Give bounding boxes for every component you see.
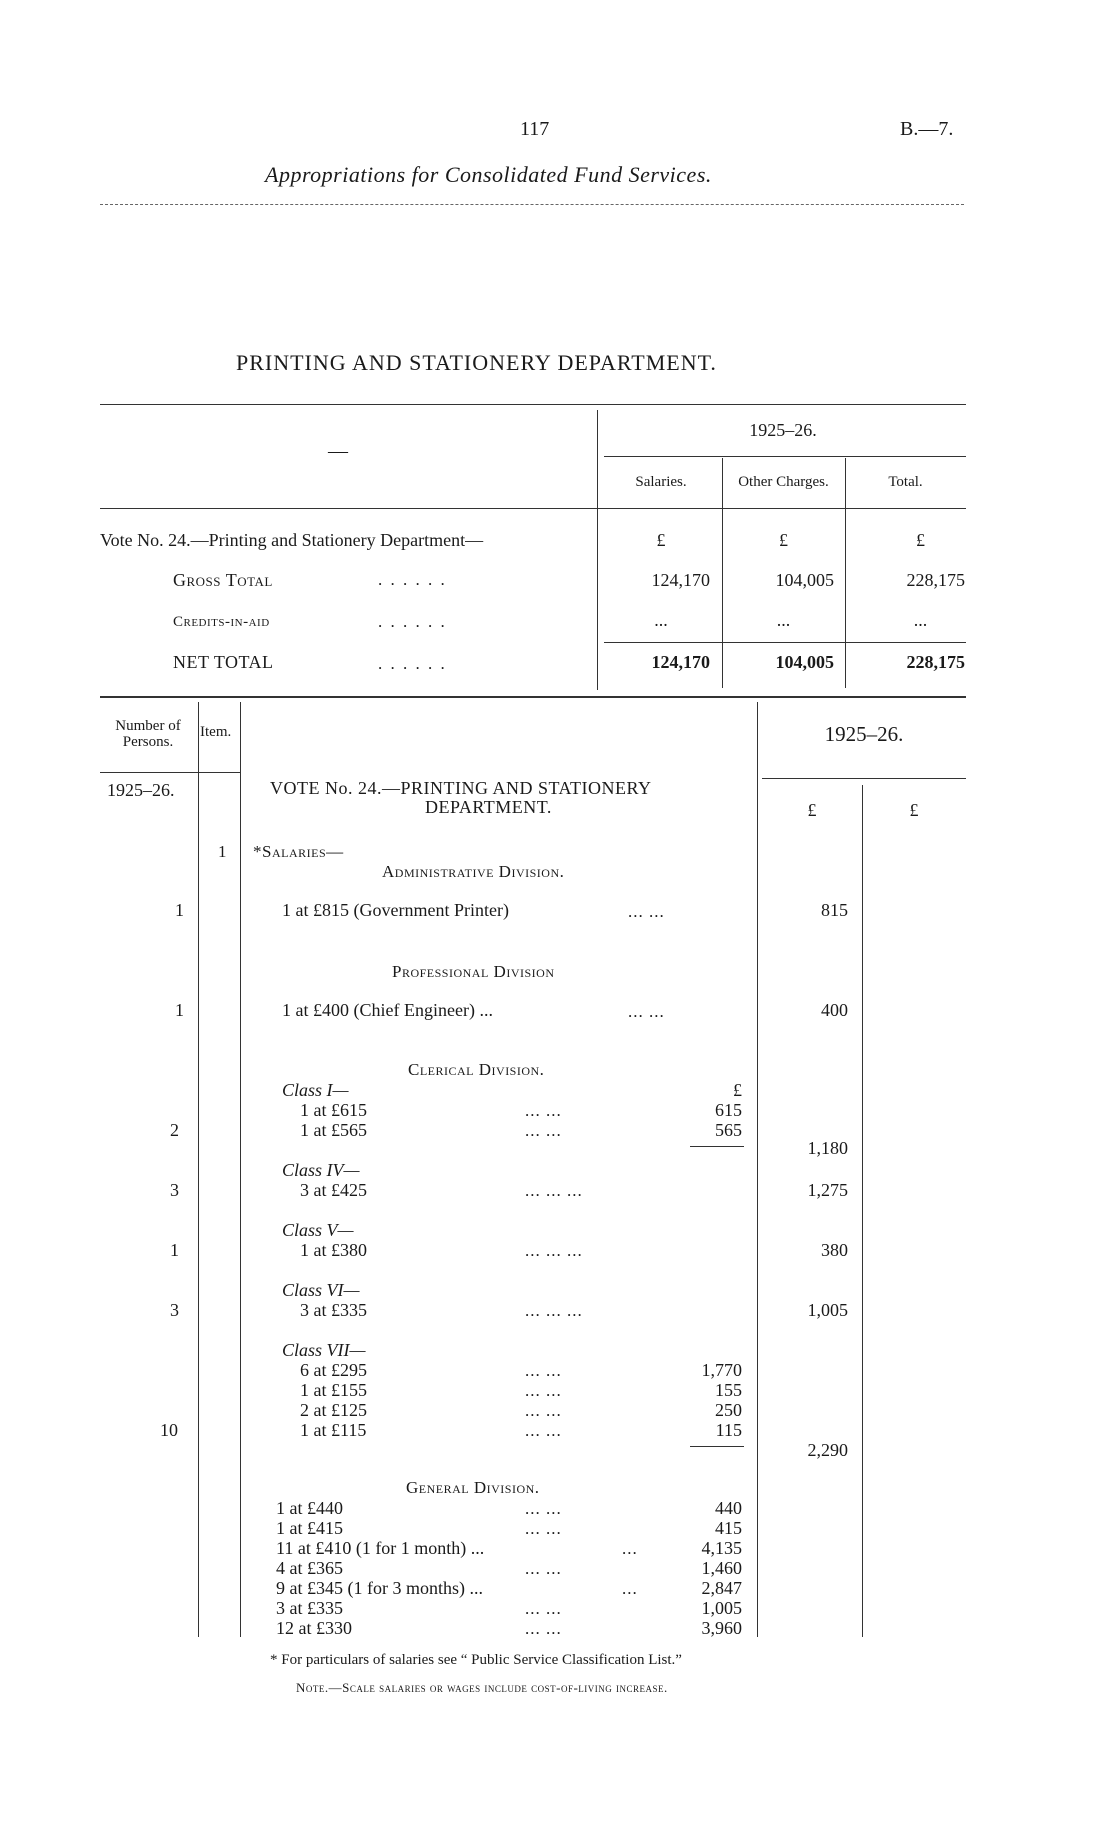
sub-row-description: 1 at £380 [300, 1240, 367, 1260]
leader-dots: ... ... [525, 1519, 562, 1538]
row-label: NET TOTAL [173, 652, 274, 672]
class-label: Class VII— [282, 1340, 366, 1360]
class-label: Class I— [282, 1080, 349, 1100]
class-label: Class VI— [282, 1280, 360, 1300]
leader-dots: ... ... [525, 1421, 562, 1440]
sub-row-description: 1 at £565 [300, 1120, 367, 1140]
sub-row-description: 1 at £440 [276, 1498, 343, 1518]
total-column-header: Total. [888, 474, 923, 490]
leader-dots: ... [622, 1579, 638, 1598]
leader-dots: ... ... [525, 1401, 562, 1420]
salaries-value: 124,170 [651, 570, 710, 590]
sub-row-description: 2 at £125 [300, 1400, 367, 1420]
leader-dots: . . . . . . [378, 612, 447, 631]
persons-count: 3 [170, 1180, 179, 1200]
sub-row-value: 1,005 [701, 1598, 742, 1618]
pound-sign: £ [733, 1080, 742, 1100]
header-rule [100, 204, 964, 205]
summary-dash: — [328, 440, 348, 462]
leader-dots: . . . . . . [378, 654, 447, 673]
leader-dots: ... ... ... [525, 1181, 583, 1200]
item-number: 1 [218, 842, 227, 861]
row-amount: 400 [821, 1000, 848, 1020]
leader-dots: ... ... [525, 1499, 562, 1518]
sub-row-value: 1,770 [701, 1360, 742, 1380]
row-description: 1 at £400 (Chief Engineer) ... [282, 1000, 493, 1020]
leader-dots: ... [622, 1539, 638, 1558]
other-charges-value: ... [776, 610, 791, 630]
professional-division-heading: Professional Division [392, 962, 555, 981]
sub-row-value: 1,460 [701, 1558, 742, 1578]
summary-year-header: 1925–26. [749, 420, 817, 440]
sub-row-value: 440 [715, 1498, 742, 1518]
amount-year-header: 1925–26. [824, 722, 904, 746]
sub-row-value: 415 [715, 1518, 742, 1538]
item-column-header: Item. [200, 724, 232, 740]
leader-dots: ... ... ... [525, 1301, 583, 1320]
sub-row-value: 2,847 [701, 1578, 742, 1598]
class-label: Class IV— [282, 1160, 360, 1180]
persons-count: 3 [170, 1300, 179, 1320]
sub-row-description: 3 at £335 [276, 1598, 343, 1618]
sub-row-description: 4 at £365 [276, 1558, 343, 1578]
persons-column-header: Number of Persons. [115, 718, 181, 750]
class-total: 1,005 [807, 1300, 848, 1320]
persons-count: 1 [175, 900, 184, 920]
salaries-value: 124,170 [651, 652, 710, 672]
leader-dots: ... ... [628, 902, 665, 921]
administrative-division-heading: Administrative Division. [382, 862, 565, 881]
total-value: 228,175 [906, 570, 965, 590]
sub-row-description: 1 at £155 [300, 1380, 367, 1400]
sub-row-description: 1 at £615 [300, 1100, 367, 1120]
class-total: 380 [821, 1240, 848, 1260]
sub-row-value: 3,960 [701, 1618, 742, 1638]
document-reference: B.—7. [900, 118, 954, 140]
row-label: Credits-in-aid [173, 614, 270, 630]
pound-sign: £ [656, 530, 666, 550]
leader-dots: ... ... ... [525, 1241, 583, 1260]
vote-title-line-1: VOTE No. 24.—PRINTING AND STATIONERY [270, 778, 652, 798]
sub-row-value: 615 [715, 1100, 742, 1120]
sub-row-description: 11 at £410 (1 for 1 month) ... [276, 1538, 485, 1558]
scale-salaries-note: Note.—Scale salaries or wages include cost-of-living increase. [296, 1680, 668, 1695]
sub-row-value: 250 [715, 1400, 742, 1420]
salaries-value: ... [654, 610, 668, 630]
salaries-column-header: Salaries. [635, 474, 687, 490]
sub-row-value: 565 [715, 1120, 742, 1140]
leader-dots: ... ... [525, 1599, 562, 1618]
sub-row-description: 1 at £115 [300, 1420, 367, 1440]
row-amount: 815 [821, 900, 848, 920]
sub-row-description: 12 at £330 [276, 1618, 352, 1638]
total-value: 228,175 [906, 652, 965, 672]
persons-count: 1 [170, 1240, 179, 1260]
row-label: Gross Total [173, 570, 273, 590]
leader-dots: ... ... [628, 1002, 665, 1021]
pound-sign: £ [916, 530, 925, 550]
leader-dots: ... ... [525, 1559, 562, 1578]
class-label: Class V— [282, 1220, 354, 1240]
total-value: ... [913, 610, 928, 630]
persons-year: 1925–26. [107, 780, 175, 800]
other-charges-value: 104,005 [775, 652, 834, 672]
sub-row-value: 155 [715, 1380, 742, 1400]
vote-label: Vote No. 24.—Printing and Stationery Department— [100, 530, 484, 550]
vote-title-line-2: DEPARTMENT. [425, 797, 552, 817]
other-charges-value: 104,005 [775, 570, 834, 590]
leader-dots: ... ... [525, 1121, 562, 1140]
other-charges-column-header: Other Charges. [738, 474, 829, 490]
pound-sign: £ [909, 800, 919, 820]
sub-row-description: 3 at £335 [300, 1300, 367, 1320]
sub-row-value: 115 [715, 1420, 742, 1440]
general-division-heading: General Division. [406, 1478, 540, 1497]
sub-row-description: 3 at £425 [300, 1180, 367, 1200]
class-total: 1,180 [807, 1138, 848, 1158]
leader-dots: ... ... [525, 1381, 562, 1400]
class-total: 2,290 [807, 1440, 848, 1460]
page-number: 117 [520, 118, 550, 140]
sub-row-description: 9 at £345 (1 for 3 months) ... [276, 1578, 483, 1598]
sub-row-value: 4,135 [701, 1538, 742, 1558]
sub-row-description: 1 at £415 [276, 1518, 343, 1538]
sub-row-description: 6 at £295 [300, 1360, 367, 1380]
leader-dots: ... ... [525, 1361, 562, 1380]
row-description: 1 at £815 (Government Printer) [282, 900, 509, 920]
salaries-footnote: * For particulars of salaries see “ Public Service Classification List.” [270, 1652, 682, 1668]
page-subtitle: Appropriations for Consolidated Fund Services. [265, 162, 712, 187]
class-total: 1,275 [807, 1180, 848, 1200]
leader-dots: . . . . . . [378, 570, 447, 589]
department-title: PRINTING AND STATIONERY DEPARTMENT. [236, 350, 717, 375]
persons-count: 1 [175, 1000, 184, 1020]
pound-sign: £ [779, 530, 788, 550]
leader-dots: ... ... [525, 1619, 562, 1638]
clerical-division-heading: Clerical Division. [408, 1060, 545, 1079]
salaries-heading: *Salaries— [253, 842, 344, 861]
leader-dots: ... ... [525, 1101, 562, 1120]
pound-sign: £ [807, 800, 817, 820]
persons-count: 10 [160, 1420, 178, 1440]
persons-count: 2 [170, 1120, 179, 1140]
